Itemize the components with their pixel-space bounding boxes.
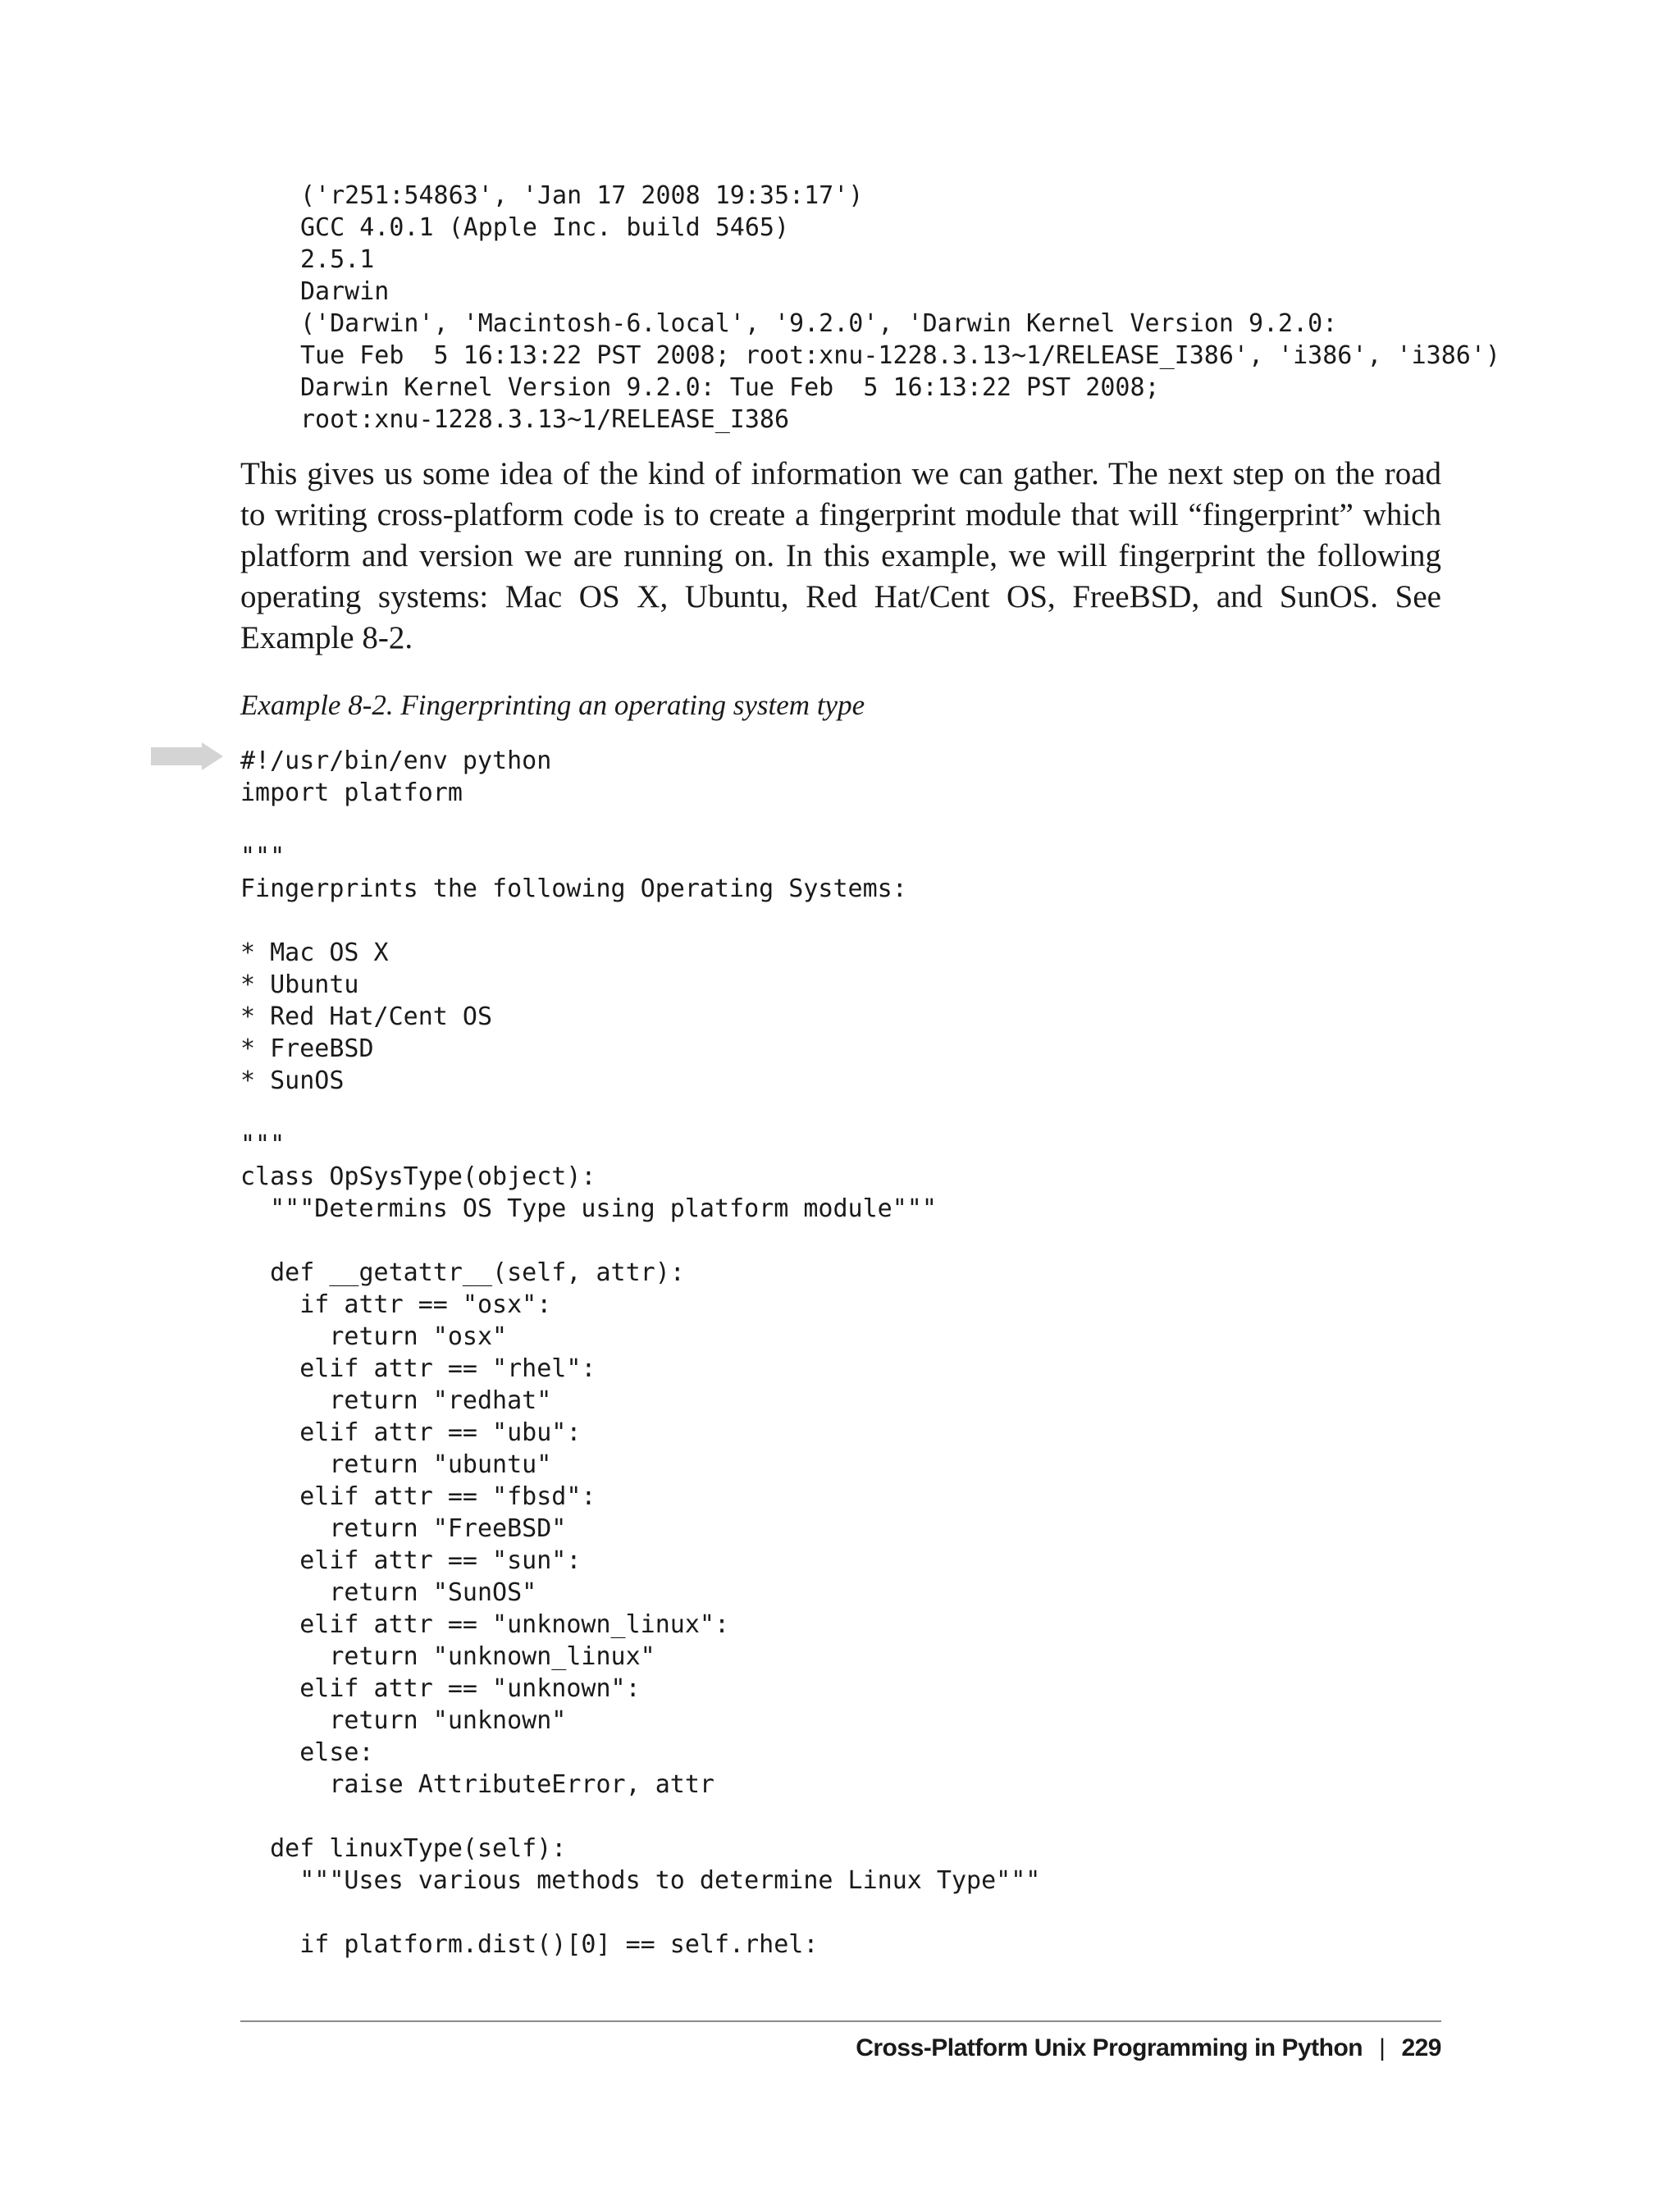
footer-separator: | <box>1379 2034 1386 2061</box>
page-number: 229 <box>1401 2034 1441 2061</box>
page-footer <box>856 2030 1441 2066</box>
example-caption: Example 8-2. Fingerprinting an operating system type <box>240 689 865 721</box>
code-output-block: ('r251:54863', 'Jan 17 2008 19:35:17') GCC 4.0.1 (Apple Inc. build 5465) 2.5.1 Darwin ('Darwin', 'Macintosh-6.local', '9.2.0', 'Darwin Kernel Version 9.2.0: Tue Feb 5 16:13:22 PST 2008; root:xnu-1228.3.13~1/RELEASE_I386', 'i386', 'i386') Darwin Kernel Version 9.2.0: Tue Feb 5 16:13:22 PST 2008; root:xnu-1228.3.13~1/RELEASE_I386 <box>300 181 1500 434</box>
running-title: Cross-Platform Unix Programming in Python <box>856 2034 1363 2061</box>
code-listing: #!/usr/bin/env python import platform """ Fingerprints the following Operating Systems: * Mac OS X * Ubuntu * Red Hat/Cent OS * FreeBSD * SunOS """ class OpSysType(object): """Determins OS Type using platform module""" def __getattr__(self, attr): if attr == "osx": return "osx" elif attr == "rhel": return "redhat" elif attr == "ubu": return "ubuntu" elif attr == "fbsd": return "FreeBSD" elif attr == "sun": return "SunOS" elif attr == "unknown_linux": return "unknown_linux" elif attr == "unknown": return "unknown" else: raise AttributeError, attr def linuxType(self): """Uses various methods to determine Linux Type""" if platform.dist()[0] == self.rhel: <box>240 746 1041 1959</box>
body-paragraph: This gives us some idea of the kind of information we can gather. The next step on the road to writing cross-platform code is to create a fingerprint module that will “fingerprint” which platform and version we are running on. In this example, we will fingerprint the following operating systems: Mac OS X, Ubuntu, Red Hat/Cent OS, FreeBSD, and SunOS. See Example 8-2. <box>240 456 1441 655</box>
arrow-right-icon <box>151 742 223 770</box>
footer-rule <box>240 2020 1441 2022</box>
arrow-shape <box>151 742 223 770</box>
